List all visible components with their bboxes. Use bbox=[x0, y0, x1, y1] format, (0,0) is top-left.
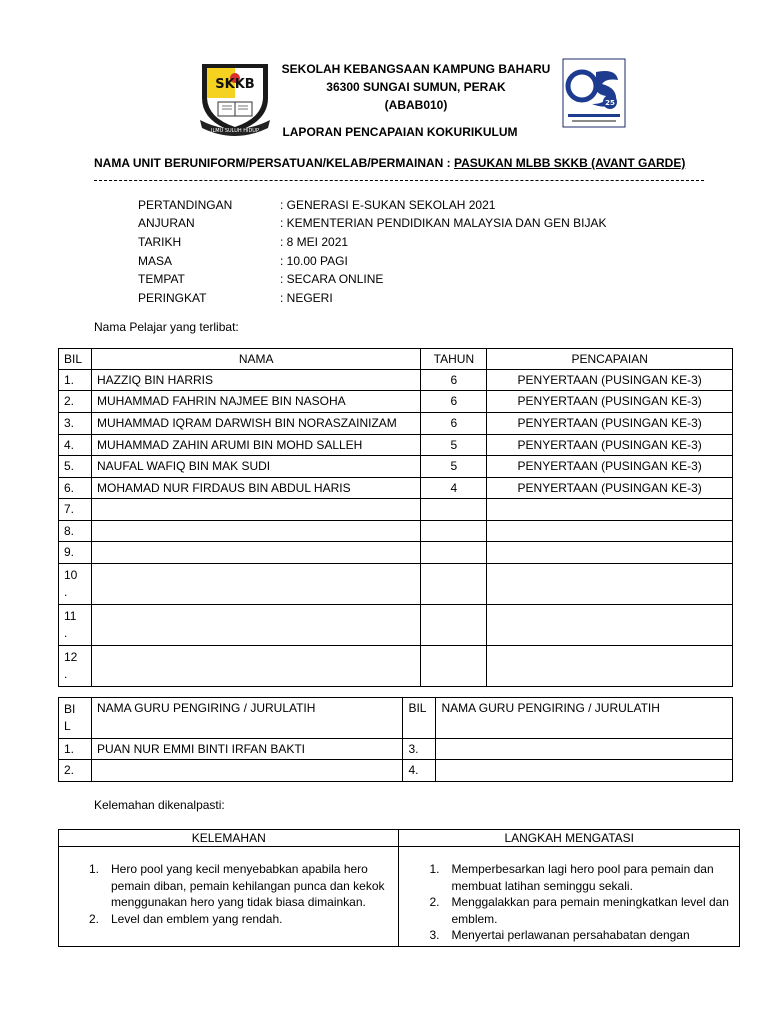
header-kelemahan: KELEMAHAN bbox=[59, 830, 399, 847]
table-row: 9. bbox=[59, 542, 733, 564]
weakness-table-header bbox=[59, 830, 740, 847]
table-row: 1. HAZZIQ BIN HARRIS 6 PENYERTAAN (PUSINGAN KE-3) bbox=[59, 370, 733, 391]
list-item: 1. Hero pool yang kecil menyebabkan apabila hero pemain diban, pemain kehilangan punca dan kekok menggunakan hero yang tidak biasa dimainkan. bbox=[89, 862, 385, 909]
weakness-intro: Kelemahan dikenalpasti: bbox=[94, 798, 225, 812]
teacher-header-nama-1: NAMA GURU PENGIRING / JURULATIH bbox=[91, 698, 402, 739]
svg-text:25: 25 bbox=[605, 99, 615, 107]
table-row: 3. MUHAMMAD IQRAM DARWISH BIN NORASZAINIZAM 6 PENYERTAAN (PUSINGAN KE-3) bbox=[59, 413, 733, 435]
detail-masa: MASA : 10.00 PAGI bbox=[138, 254, 348, 268]
detail-pertandingan: PERTANDINGAN : GENERASI E-SUKAN SEKOLAH 2021 bbox=[138, 198, 496, 212]
school-code: (ABAB010) bbox=[384, 98, 448, 112]
school-header bbox=[270, 60, 562, 114]
table-row: 10 . bbox=[59, 564, 733, 605]
header-nama: NAMA bbox=[91, 349, 420, 370]
divider-line bbox=[94, 180, 704, 181]
header-langkah: LANGKAH MENGATASI bbox=[399, 830, 740, 847]
table-row: 1. PUAN NUR EMMI BINTI IRFAN BAKTI 3. bbox=[59, 739, 733, 760]
school-name: SEKOLAH KEBANGSAAN KAMPUNG BAHARU bbox=[281, 62, 551, 76]
table-row: 7. bbox=[59, 499, 733, 521]
teacher-header-bil-2: BIL bbox=[403, 698, 436, 739]
table-row: 12 . bbox=[59, 646, 733, 687]
action-cell bbox=[399, 847, 740, 947]
header-bil: BIL bbox=[59, 349, 92, 370]
table-row: 2. MUHAMMAD FAHRIN NAJMEE BIN NASOHA 6 PENYERTAAN (PUSINGAN KE-3) bbox=[59, 391, 733, 413]
weakness-list bbox=[59, 861, 393, 927]
motto-text: ILMU SULUH HIDUP bbox=[211, 128, 259, 134]
detail-tarikh: TARIKH : 8 MEI 2021 bbox=[138, 235, 349, 249]
list-item: 2. Menggalakkan para pemain meningkatkan level dan emblem. bbox=[429, 895, 729, 926]
students-table-header bbox=[59, 349, 733, 370]
table-row: 5. NAUFAL WAFIQ BIN MAK SUDI 5 PENYERTAAN (PUSINGAN KE-3) bbox=[59, 456, 733, 478]
teacher-header-bil-1: BI L bbox=[59, 698, 92, 739]
list-item: 2. Level dan emblem yang rendah. bbox=[89, 911, 283, 926]
report-title: LAPORAN PENCAPAIAN KOKURIKULUM bbox=[282, 125, 518, 139]
detail-tempat: TEMPAT : SECARA ONLINE bbox=[138, 272, 384, 286]
teacher-header-nama-2: NAMA GURU PENGIRING / JURULATIH bbox=[436, 698, 733, 739]
school-address: 36300 SUNGAI SUMUN, PERAK bbox=[326, 80, 506, 94]
ministry-emblem-icon bbox=[562, 58, 626, 128]
unit-line bbox=[94, 156, 685, 170]
unit-value: PASUKAN MLBB SKKB (AVANT GARDE) bbox=[454, 156, 686, 170]
weakness-table bbox=[58, 829, 740, 947]
students-intro: Nama Pelajar yang terlibat: bbox=[94, 320, 239, 334]
ministry-logo bbox=[562, 58, 626, 128]
header-tahun: TAHUN bbox=[421, 349, 487, 370]
teachers-table bbox=[58, 697, 733, 782]
table-row: 8. bbox=[59, 521, 733, 542]
detail-anjuran: ANJURAN : KEMENTERIAN PENDIDIKAN MALAYSIA DAN GEN BIJAK bbox=[138, 216, 607, 230]
list-item: 3. Menyertai perlawanan persahabatan dengan bbox=[429, 928, 690, 942]
table-row: 6. MOHAMAD NUR FIRDAUS BIN ABDUL HARIS 4 PENYERTAAN (PUSINGAN KE-3) bbox=[59, 478, 733, 499]
action-list bbox=[399, 861, 734, 944]
detail-peringkat: PERINGKAT : NEGERI bbox=[138, 291, 333, 305]
logo-letters: SKKB bbox=[215, 77, 255, 92]
unit-label: NAMA UNIT BERUNIFORM/PERSATUAN/KELAB/PERMAINAN : bbox=[94, 156, 454, 170]
list-item: 1. Memperbesarkan lagi hero pool para pemain dan membuat latihan seminggu sekali. bbox=[429, 862, 714, 893]
table-row: 11 . bbox=[59, 605, 733, 646]
students-table bbox=[58, 348, 733, 687]
header-pencapaian: PENCAPAIAN bbox=[487, 349, 733, 370]
teachers-table-header bbox=[59, 698, 733, 739]
table-row: 4. MUHAMMAD ZAHIN ARUMI BIN MOHD SALLEH 5 PENYERTAAN (PUSINGAN KE-3) bbox=[59, 435, 733, 456]
table-row bbox=[59, 847, 740, 947]
weakness-cell bbox=[59, 847, 399, 947]
table-row: 2. 4. bbox=[59, 760, 733, 782]
